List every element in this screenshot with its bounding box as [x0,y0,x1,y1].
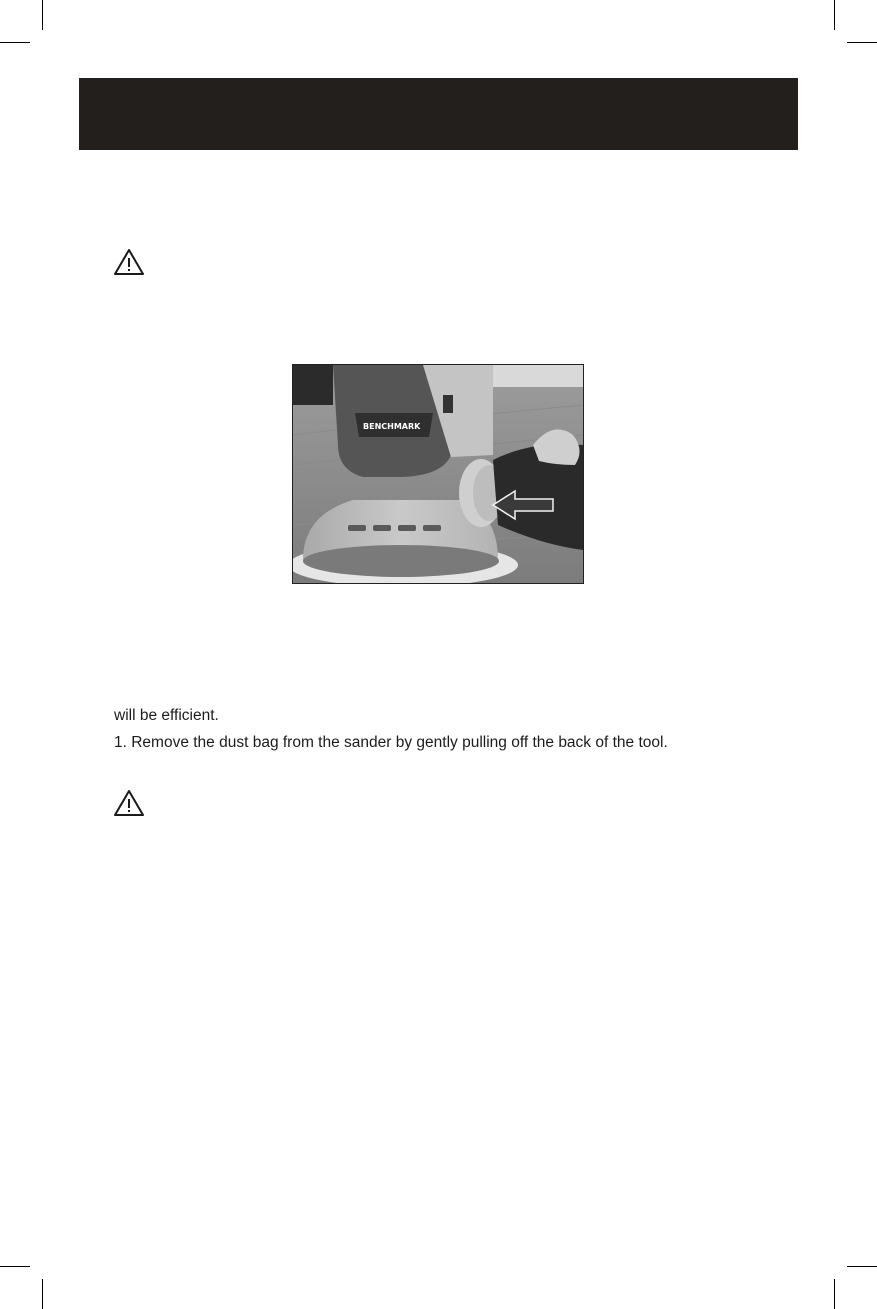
instruction-step-1: 1. Remove the dust bag from the sander by gently pulling off the back of the tool. [114,734,668,751]
warning-triangle-icon [112,788,146,818]
brand-label: BENCHMARK [363,422,421,431]
crop-mark [834,0,835,30]
sander-dust-bag-photo [292,364,584,584]
crop-mark [0,1266,30,1267]
warning-triangle-icon [112,247,146,277]
crop-mark [834,1279,835,1309]
crop-mark [847,42,877,43]
crop-mark [847,1266,877,1267]
crop-mark [42,1279,43,1309]
crop-mark [42,0,43,30]
instruction-text-line: will be efficient. [114,707,219,724]
crop-mark [0,42,30,43]
section-header-bar [79,78,798,150]
